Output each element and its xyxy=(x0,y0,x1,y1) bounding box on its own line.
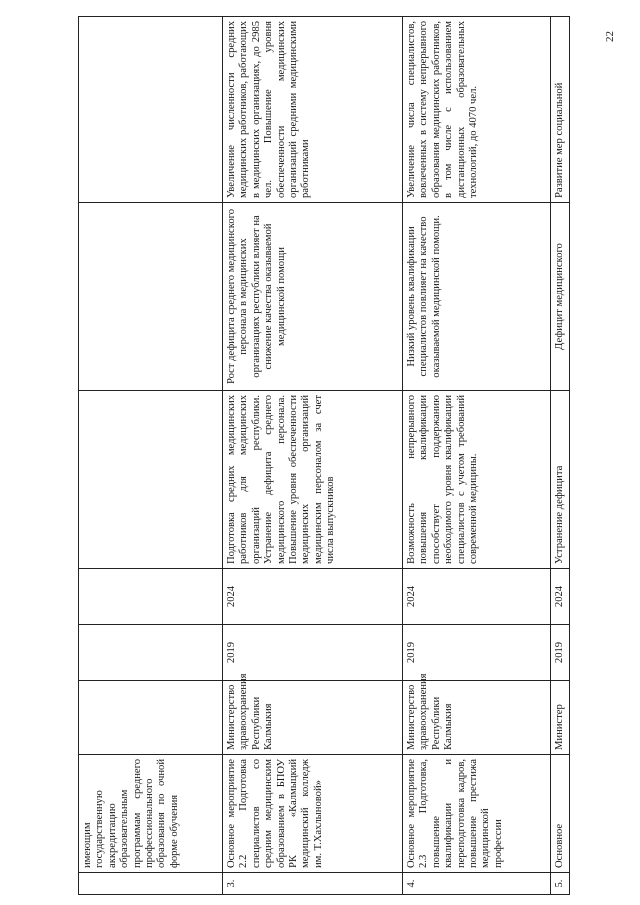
consequences-cell: Рост дефицита среднего медицинского персонала в медицинских организациях республики влияет на снижение качества оказываемой медицинской помощи xyxy=(223,203,403,391)
start-year-cell: 2019 xyxy=(223,625,403,681)
table-row xyxy=(403,17,551,895)
indicator-cell: Развитие мер социальной xyxy=(551,17,570,203)
indicator-cell xyxy=(79,17,223,203)
description-cell xyxy=(79,391,223,569)
rotated-table-wrapper xyxy=(78,17,568,895)
table-row xyxy=(79,17,223,895)
executor-cell: Министерство здравоохранения Республики Калмыкия xyxy=(223,681,403,755)
program-table xyxy=(78,16,570,895)
event-cell: Основное мероприятие 2.2 Подготовка специалистов со средним медицинским образованием в БПОУ РК «Калмыцкий медицинский колледж им. Т.Хахлыновой» xyxy=(223,755,403,873)
end-year-cell: 2024 xyxy=(403,569,551,625)
consequences-cell: Низкий уровень квалификации специалистов повлияет на качество оказываемой медицинской помощи. xyxy=(403,203,551,391)
executor-cell: Министер xyxy=(551,681,570,755)
event-cell: Основное мероприятие 2.3 Подготовка, повышение квалификации и переподготовка кадров, повышение престижа медицинской профессии xyxy=(403,755,551,873)
event-cell: имеющим государственную аккредитацию образовательным программам среднего профессионального образования по очной форме обучения xyxy=(79,755,223,873)
description-cell: Возможность непрерывного повышения квалификации способствует поддержанию необходимого уровня квалификации специалистов с учетом требований современной медицины. xyxy=(403,391,551,569)
row-number-cell: 5. xyxy=(551,873,570,895)
row-number-cell xyxy=(79,873,223,895)
end-year-cell xyxy=(79,569,223,625)
table-row xyxy=(223,17,403,895)
start-year-cell: 2019 xyxy=(551,625,570,681)
description-cell: Устранение дефицита xyxy=(551,391,570,569)
table-row xyxy=(551,17,570,895)
indicator-cell: Увеличение числа специалистов, вовлеченных в систему непрерывного образования медицинских работников, в том числе с использованием дистанционных образовательных технологий, до 4070 чел. xyxy=(403,17,551,203)
consequences-cell xyxy=(79,203,223,391)
executor-cell xyxy=(79,681,223,755)
page-number xyxy=(604,14,624,54)
page-number-text: 22 xyxy=(604,31,616,42)
start-year-cell xyxy=(79,625,223,681)
row-number-cell: 3. xyxy=(223,873,403,895)
end-year-cell: 2024 xyxy=(551,569,570,625)
event-cell: Основное xyxy=(551,755,570,873)
end-year-cell: 2024 xyxy=(223,569,403,625)
indicator-cell: Увеличение численности средних медицинских работников, работающих в медицинских организациях, до 2985 чел. Повышение уровня обеспеченности медицинских организаций средними медицинскими работниками xyxy=(223,17,403,203)
executor-cell: Министерство здравоохранения Республики Калмыкия xyxy=(403,681,551,755)
start-year-cell: 2019 xyxy=(403,625,551,681)
description-cell: Подготовка средних медицинских работников для медицинских организаций республики. Устранение дефицита среднего медицинского персонала. Повышение уровня обеспеченности медицинских организаций медицинским персоналом за счет числа выпускников xyxy=(223,391,403,569)
row-number-cell: 4. xyxy=(403,873,551,895)
consequences-cell: Дефицит медицинского xyxy=(551,203,570,391)
